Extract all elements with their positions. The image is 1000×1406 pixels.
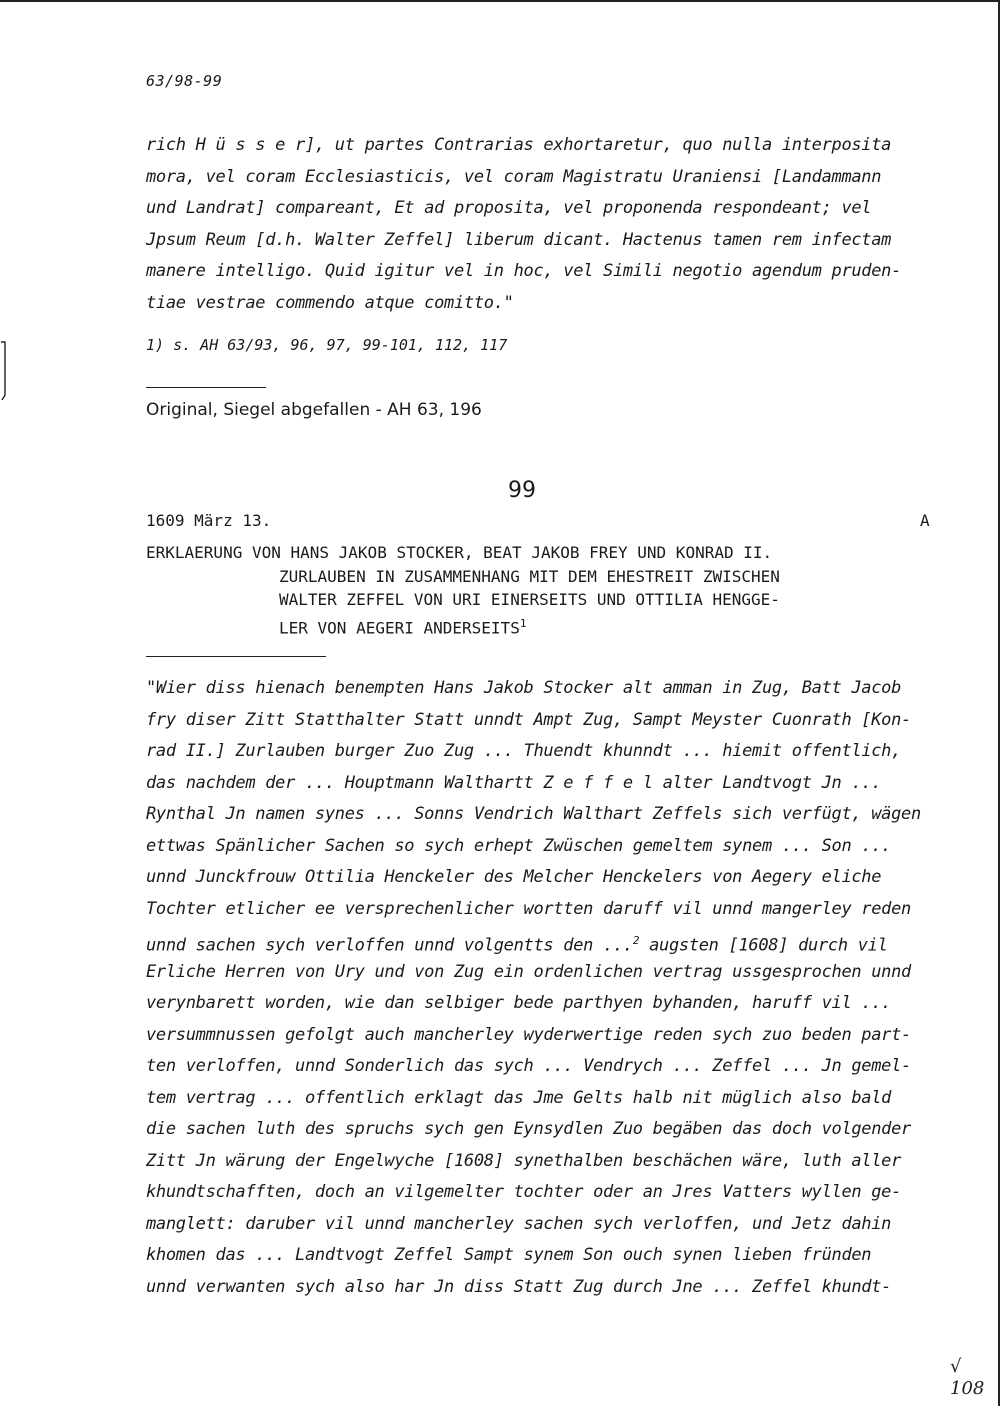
divider-rule — [146, 387, 266, 388]
text-line: unnd Junckfrouw Ottilia Henckeler des Melcher Henckelers von Aegery eliche — [146, 867, 882, 887]
footnote-ref: 2 — [632, 934, 640, 947]
text-line: fry diser Zitt Statthalter Statt unndt Ampt Zug, Sampt Meyster Cuonrath [Kon- — [146, 709, 911, 730]
text-line: ettwas Spänlicher Sachen so sych erhept Zwüschen gemeltem synem ... Son ... — [146, 835, 892, 856]
text-line: rad II.] Zurlauben burger Zuo Zug ... Thuendt khunndt ... hiemit offentlich, — [146, 741, 902, 761]
text-line: tiae vestrae commendo atque comitto." — [146, 292, 514, 313]
text-line: und Landrat] compareant, Et ad proposita, vel proponenda respondeant; vel — [146, 198, 872, 218]
text-line — [146, 925, 936, 957]
text-segment: unnd sachen sych verloffen unnd volgentts den ... — [146, 935, 633, 956]
text-line: khundtschafften, doch an vilgemelter tochter oder an Jres Vatters wyllen ge- — [146, 1182, 902, 1202]
text-segment: augsten [1608] durch vil — [639, 935, 888, 956]
text-line: Erliche Herren von Ury und von Zug ein ordenlichen vertrag ussgesprochen unnd — [146, 961, 911, 982]
document-marker: A — [920, 511, 930, 530]
text-line: das nachdem der ... Houptmann Walthartt Z e f f e l alter Landtvogt Jn ... — [146, 772, 882, 793]
folio-mark — [950, 1356, 984, 1400]
page-reference: 63/98-99 — [146, 72, 223, 90]
heading-line: ERKLAERUNG VON HANS JAKOB STOCKER, BEAT JAKOB FREY UND KONRAD II. — [146, 543, 773, 562]
text-line: Rynthal Jn namen synes ... Sonns Vendrich Walthart Zeffels sich verfügt, wägen — [146, 804, 921, 824]
text-line: rich H ü s s e r], ut partes Contrarias exhortaretur, quo nulla interposita — [146, 135, 892, 155]
previous-document-text — [146, 130, 936, 319]
heading-line: WALTER ZEFFEL VON URI EINERSEITS UND OTTILIA HENGGE- — [279, 590, 780, 609]
page-border-top — [0, 0, 1000, 2]
text-line: versummnussen gefolgt auch mancherley wyderwertige reden sych zuo beden part- — [146, 1024, 911, 1045]
text-line: ten verloffen, unnd Sonderlich das sych ... Vendrych ... Zeffel ... Jn gemel- — [146, 1056, 911, 1076]
text-line: khomen das ... Landtvogt Zeffel Sampt synem Son ouch synen lieben fründen — [146, 1245, 872, 1265]
heading-footnote-ref: 1 — [519, 616, 527, 630]
text-line: manere intelligo. Quid igitur vel in hoc, vel Simili negotio agendum pruden- — [146, 261, 902, 281]
document-date: 1609 März 13. — [146, 511, 272, 530]
check-mark: √ — [950, 1356, 962, 1377]
text-line: Jpsum Reum [d.h. Walter Zeffel] liberum dicant. Hactenus tamen rem infectam — [146, 229, 892, 250]
heading-line — [146, 612, 946, 636]
text-line: tem vertrag ... offentlich erklagt das Jme Gelts halb nit müglich also bald — [146, 1087, 892, 1108]
heading-line-text: LER VON AEGERI ANDERSEITS — [279, 617, 520, 637]
heading-line: ZURLAUBEN IN ZUSAMMENHANG MIT DEM EHESTREIT ZWISCHEN — [279, 566, 780, 586]
text-line: unnd verwanten sych also har Jn diss Statt Zug durch Jne ... Zeffel khundt- — [146, 1276, 892, 1297]
divider-rule — [146, 656, 326, 657]
text-line: die sachen luth des spruchs sych gen Eynsydlen Zuo begäben das doch volgender — [146, 1119, 911, 1139]
document-heading — [146, 541, 946, 635]
original-note: Original, Siegel abgefallen - AH 63, 196 — [146, 400, 482, 420]
text-line: mora, vel coram Ecclesiasticis, vel coram Magistratu Uraniensi [Landammann — [146, 166, 882, 187]
text-line: Tochter etlicher ee versprechenlicher wortten daruff vil unnd mangerley reden — [146, 898, 911, 919]
text-line: Zitt Jn wärung der Engelwyche [1608] synethalben beschächen wäre, luth aller — [146, 1150, 902, 1171]
document-body-text — [146, 673, 936, 1303]
document-number: 99 — [508, 478, 536, 503]
folio-number: 108 — [950, 1378, 985, 1399]
margin-bracket-mark — [0, 340, 8, 400]
text-line: manglett: daruber vil unnd mancherley sachen sych verloffen, und Jetz dahin — [146, 1213, 892, 1234]
footnote: 1) s. AH 63/93, 96, 97, 99-101, 112, 117 — [146, 336, 508, 354]
text-line: verynbarett worden, wie dan selbiger bede parthyen byhanden, haruff vil ... — [146, 993, 892, 1013]
text-line: "Wier diss hienach benempten Hans Jakob Stocker alt amman in Zug, Batt Jacob — [146, 678, 902, 698]
